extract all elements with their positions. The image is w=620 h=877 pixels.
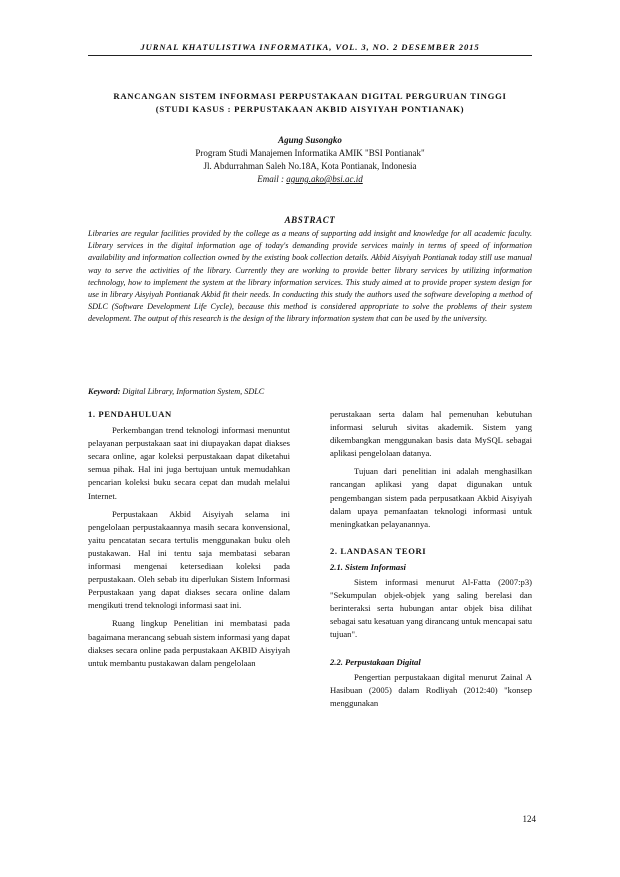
abstract-heading: ABSTRACT (284, 215, 336, 225)
theory-paragraph-1: Sistem informasi menurut Al-Fatta (2007:p3) "Sekumpulan objek-objek yang saling berelasi dan berinteraksi serta hubungan antar objek bisa dilihat sebagai satu kesatuan yang dirancang untuk mencapai satu tujuan". (330, 577, 532, 640)
keywords-list: Digital Library, Information System, SDLC (120, 387, 265, 396)
title-line-1: RANCANGAN SISTEM INFORMASI PERPUSTAKAAN DIGITAL PERGURUAN TINGGI (113, 91, 507, 101)
paper-title (70, 90, 550, 116)
intro-paragraph-1: Perkembangan trend teknologi informasi menuntut pelayanan perpustakaan saat ini diupayakan dapat diakses secara online, agar koleksi perpustakaan dapat diketahui semua pihak. Hal ini juga bertujuan untuk memudahkan pencarian koleksi buku secara cepat dan mudah melalui Internet. (88, 425, 290, 501)
theory-paragraph-2: Pengertian perpustakaan digital menurut Zainal A Hasibuan (2005) dalam Rodliyah (2012:40) "konsep menggunakan (330, 671, 532, 708)
email-label: Email : (257, 174, 287, 184)
page-number: 124 (522, 814, 536, 824)
intro-paragraph-4: Tujuan dari penelitian ini adalah menghasilkan rancangan aplikasi yang dapat digunakan untuk pengembangan sistem pada perpusatkaan Akbid Aisyiyah dalam upaya pemanfaatan teknologi informasi untuk meningkatkan pelayanannya. (330, 466, 532, 529)
intro-paragraph-3: Ruang lingkup Penelitian ini membatasi pada bagaimana merancang sebuah sistem informasi yang dapat diakses secara online pada perpustakaan AKBID Aisyiyah untuk membantu pustakawan dalam pengelolaan (88, 618, 290, 668)
intro-paragraph-2: Perpustakaan Akbid Aisyiyah selama ini pengelolaan perpustakaannya masih secara konvensional, yaitu pencatatan secara tertulis menggunakan buku oleh pustakawan. Hal ini tentu saja membatasi sebaran informasi mengenai ketersediaan koleksi pada perpustakaan. Oleh sebab itu diperlukan Sistem Informasi Perpustakaan yang dapat diakses secara online dalam mengikuti trend teknologi informasi saat ini. (88, 508, 290, 611)
left-column (88, 408, 290, 675)
keywords-label: Keyword: (88, 387, 121, 396)
author-block (90, 134, 530, 186)
author-email-link[interactable]: agung.ako@bsi.ac.id (286, 174, 363, 184)
abstract-text: Libraries are regular facilities provided by the college as a means of supporting add insight and knowledge for all academic faculty. Library services in the digital information age of today's demanding provide services mainly in terms of speed of information availability and information collection owned by the existing book collection details. Akbid Aisyiyah Pontianak today still use manual way to serve the activities of the library. Currently they are working to provide better library services by utilizing information technology, how to implement the system at the library information services. This study aimed at to provide proper system design for use in library Aisyiyah Pontianak Akbid fit their needs. In conducting this study the authors used the software developing a method of SDLC (Software Development Life Cycle), because this method is considered appropriate to solve the problems of their system development. The output of this research is the design of the library information system that can be used by the university. (88, 229, 532, 324)
subsection-heading-2-1: 2.1. Sistem Informasi (330, 561, 406, 572)
author-address: Jl. Abdurrahman Saleh No.18A, Kota Pontianak, Indonesia (203, 161, 417, 171)
journal-header: JURNAL KHATULISTIWA INFORMATIKA, VOL. 3, NO. 2 DESEMBER 2015 (88, 42, 532, 56)
right-column (330, 408, 532, 715)
author-email-line (90, 173, 530, 186)
subsection-heading-2-2: 2.2. Perpustakaan Digital (330, 656, 421, 667)
keywords-line (88, 387, 532, 396)
section-heading-1: 1. PENDAHULUAN (88, 409, 172, 419)
author-name: Agung Susongko (278, 135, 342, 145)
author-affiliation: Program Studi Manajemen Informatika AMIK "BSI Pontianak" (195, 148, 425, 158)
section-heading-2: 2. LANDASAN TEORI (330, 545, 427, 556)
intro-paragraph-3-cont: perustakaan serta dalam hal pemenuhan kebutuhan informasi seluruh sivitas akademik. Sistem yang dikembangkan menggunakan basis data MySQL sebagai aplikasi pengelolaan datanya. (330, 409, 532, 459)
title-line-2: (STUDI KASUS : PERPUSTAKAAN AKBID AISYIYAH PONTIANAK) (155, 104, 465, 114)
